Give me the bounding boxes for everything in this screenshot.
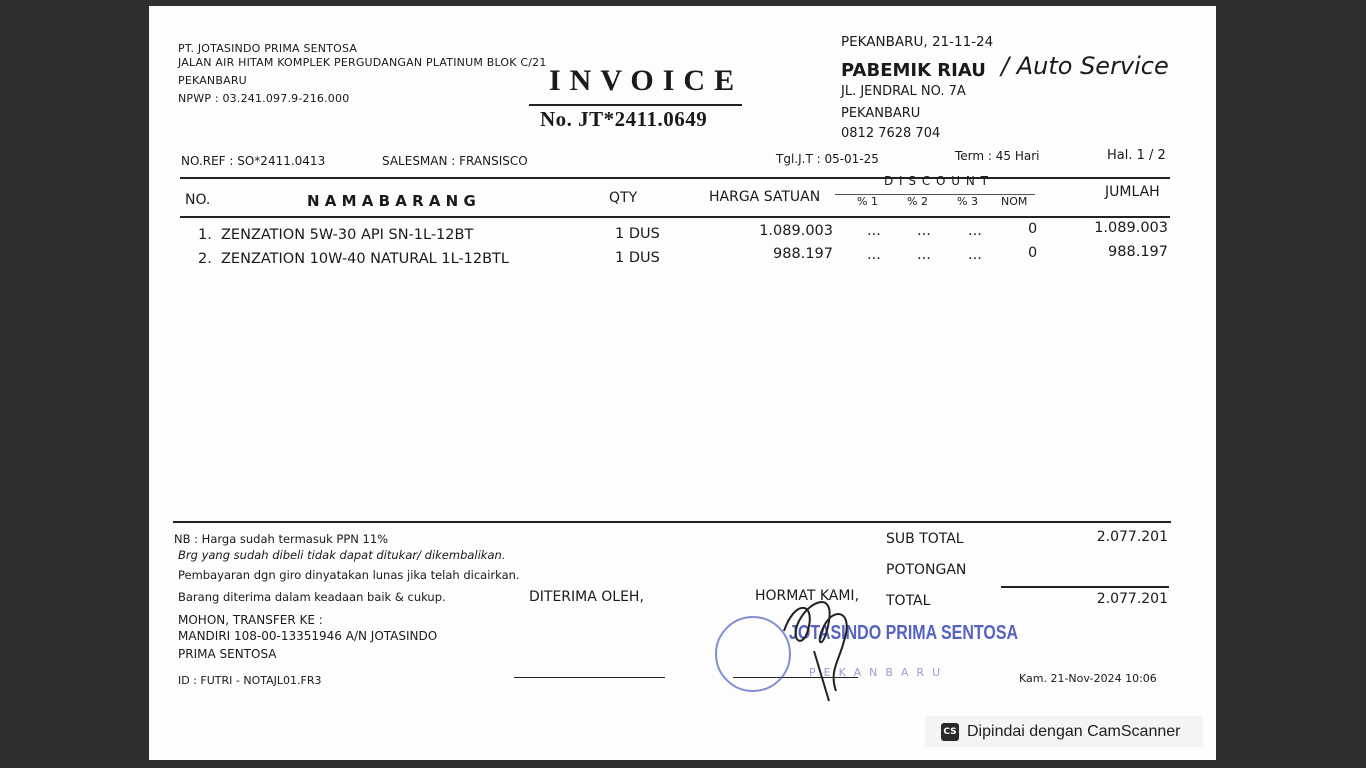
place-date: PEKANBARU, 21-11-24	[841, 34, 994, 50]
due-date: Tgl.J.T : 05-01-25	[776, 152, 879, 166]
title-underline	[529, 104, 742, 106]
subtotal-label: SUB TOTAL	[886, 531, 964, 547]
company-npwp: NPWP : 03.241.097.9-216.000	[178, 92, 350, 105]
company-city: PEKANBARU	[178, 74, 247, 87]
regards-label: HORMAT KAMI,	[755, 588, 860, 604]
note-giro: Pembayaran dgn giro dinyatakan lunas jika telah dicairkan.	[178, 568, 520, 582]
row-qty: 1 DUS	[615, 250, 660, 266]
company-address: JALAN AIR HITAM KOMPLEK PERGUDANGAN PLATINUM BLOK C/21	[178, 56, 547, 69]
row-nom: 0	[1028, 245, 1038, 261]
total-rule	[1001, 586, 1169, 588]
print-user-id: ID : FUTRI - NOTAJL01.FR3	[178, 674, 322, 687]
page-number: Hal. 1 / 2	[1107, 148, 1166, 163]
col-jumlah: JUMLAH	[1105, 184, 1160, 200]
row-amount: 988.197	[1108, 244, 1168, 260]
col-qty: QTY	[609, 190, 638, 206]
note-no-return: Brg yang sudah dibeli tidak dapat ditukar/ dikembalikan.	[178, 548, 506, 562]
company-name: PT. JOTASINDO PRIMA SENTOSA	[178, 42, 358, 55]
row-item-name: ZENZATION 5W-30 API SN-1L-12BT	[221, 227, 474, 243]
footer-rule	[173, 521, 1171, 523]
invoice-document	[149, 6, 1216, 760]
col-no: NO.	[185, 192, 211, 208]
no-ref: NO.REF : SO*2411.0413	[181, 154, 326, 168]
signature-scribble	[774, 581, 874, 706]
received-by-label: DITERIMA OLEH,	[529, 589, 644, 605]
row-disc-1: ...	[867, 223, 881, 239]
row-disc-1: ...	[867, 247, 881, 263]
total-label: TOTAL	[886, 593, 931, 609]
invoice-number: No. JT*2411.0649	[540, 107, 708, 131]
company-stamp-text: JOTASINDO PRIMA SENTOSA	[789, 622, 1019, 644]
col-disc-1: % 1	[857, 195, 878, 208]
salesman: SALESMAN : FRANSISCO	[382, 154, 528, 168]
col-nom: NOM	[1001, 195, 1028, 208]
row-unit-price: 988.197	[773, 246, 833, 262]
row-disc-2: ...	[917, 223, 931, 239]
received-signature-line	[514, 677, 665, 678]
row-disc-3: ...	[968, 247, 982, 263]
col-disc-2: % 2	[907, 195, 928, 208]
col-discount: D I S C O U N T	[884, 174, 990, 188]
term: Term : 45 Hari	[955, 149, 1040, 163]
print-timestamp: Kam. 21-Nov-2024 10:06	[1019, 672, 1157, 685]
discount-total-label: POTONGAN	[886, 562, 967, 578]
total-value: 2.077.201	[1096, 591, 1168, 607]
col-disc-3: % 3	[957, 195, 978, 208]
note-ppn: NB : Harga sudah termasuk PPN 11%	[174, 532, 389, 546]
row-item-name: ZENZATION 10W-40 NATURAL 1L-12BTL	[221, 251, 509, 267]
customer-phone: 0812 7628 704	[841, 126, 941, 141]
transfer-line-3: PRIMA SENTOSA	[178, 647, 277, 661]
invoice-title: INVOICE	[549, 64, 744, 97]
row-qty: 1 DUS	[615, 226, 660, 242]
col-nama-barang: N A M A B A R A N G	[307, 192, 476, 210]
row-no: 2.	[198, 251, 212, 267]
row-nom: 0	[1028, 221, 1038, 237]
note-received: Barang diterima dalam keadaan baik & cukup.	[178, 590, 446, 604]
camscanner-text: Dipindai dengan CamScanner	[967, 722, 1181, 740]
handwritten-note: / Auto Service	[1001, 52, 1169, 80]
camscanner-watermark	[925, 716, 1203, 747]
row-disc-2: ...	[917, 247, 931, 263]
table-header-rule	[180, 216, 1170, 218]
transfer-line-2: MANDIRI 108-00-13351946 A/N JOTASINDO	[178, 629, 438, 643]
col-harga-satuan: HARGA SATUAN	[709, 189, 821, 205]
customer-address: JL. JENDRAL NO. 7A	[841, 84, 966, 99]
customer-city: PEKANBARU	[841, 106, 921, 121]
subtotal-value: 2.077.201	[1096, 529, 1168, 545]
row-disc-3: ...	[968, 223, 982, 239]
row-amount: 1.089.003	[1094, 220, 1168, 236]
row-no: 1.	[198, 227, 212, 243]
transfer-line-1: MOHON, TRANSFER KE :	[178, 613, 323, 627]
camscanner-logo-icon: CS	[941, 723, 959, 741]
company-stamp-subtext: PEKANBARU	[809, 666, 949, 679]
row-unit-price: 1.089.003	[759, 223, 833, 239]
table-top-rule	[180, 177, 1170, 179]
customer-name: PABEMIK RIAU	[841, 60, 986, 81]
